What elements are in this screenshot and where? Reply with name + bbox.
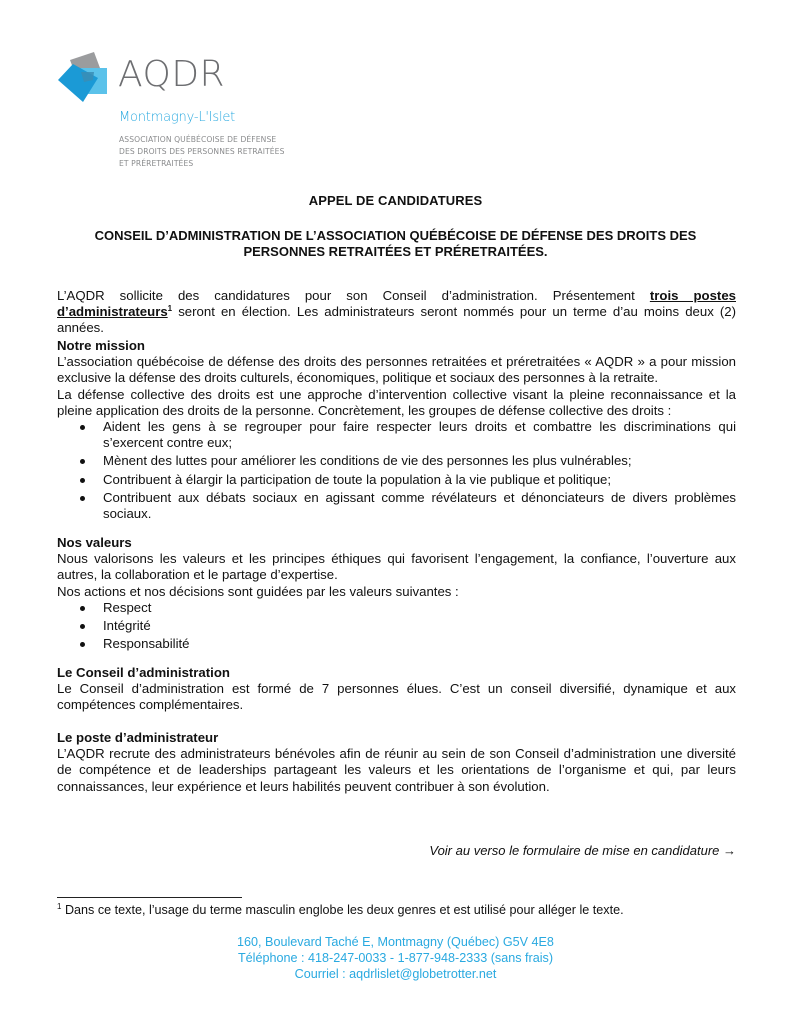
section-poste (57, 730, 736, 795)
subtitle-line: PERSONNES RETRAITÉES ET PRÉRETRAITÉES. (243, 244, 548, 259)
list-item: Respect (103, 600, 736, 616)
intro-emphasis: trois postes d’administrateurs (57, 288, 736, 320)
logo-tagline (119, 134, 285, 170)
mission-paragraph: La défense collective des droits est une approche d’intervention collective visant la pleine reconnaissance et la pleine application des droits de la personne. Concrètement, les groupes de défense collective des droits : (57, 386, 736, 418)
logo-tagline-line: ASSOCIATION QUÉBÉCOISE DE DÉFENSE (119, 135, 277, 144)
subtitle-line: CONSEIL D’ADMINISTRATION DE L’ASSOCIATION QUÉBÉCOISE DE DÉFENSE DES DROITS DES (94, 228, 697, 243)
intro-text-after: seront en élection. Les administrateurs seront nommés pour un terme d’au moins deux (2) années. (57, 304, 736, 336)
list-item: Contribuent à élargir la participation de toute la population à la vie publique et politique; (103, 472, 736, 488)
verso-note: Voir au verso le formulaire de mise en candidature → (429, 843, 736, 858)
footer-phone: Téléphone : 418-247-0033 - 1-877-948-2333 (sans frais) (237, 951, 554, 965)
logo-tagline-line: ET PRÉRETRAITÉES (119, 159, 194, 168)
list-item: Mènent des luttes pour améliorer les conditions de vie des personnes les plus vulnérables; (103, 453, 736, 469)
page-subtitle (60, 228, 731, 260)
aqdr-squares-icon (56, 50, 116, 110)
section-mission (57, 338, 736, 524)
mission-paragraph: L’association québécoise de défense des droits des personnes retraitées et préretraitées « AQDR » a pour mission exclusive la défense des droits culturels, économiques, politique et sociaux des personnes à la retraite. (57, 354, 736, 386)
section-conseil (57, 665, 736, 714)
footnote-number: 1 (57, 902, 62, 911)
valeurs-paragraph: Nous valorisons les valeurs et les principes éthiques qui favorisent l’engagement, la confiance, l’ouverture aux autres, la collaboration et le partage d’expertise. (57, 551, 736, 583)
list-item: Aident les gens à se regrouper pour faire respecter leurs droits et combattre les discriminations qui s’exercent contre eux; (103, 419, 736, 451)
poste-paragraph: L’AQDR recrute des administrateurs bénévoles afin de réunir au sein de son Conseil d’administration une diversité de compétence et de leaderships partageant les valeurs et les orientations de l’organisme et qui, par leurs connaissances, leur expérience et leurs habilités peuvent contribuer à son évolution. (57, 746, 736, 794)
footnote-separator (57, 897, 242, 898)
logo-region: Montmagny-L'Islet (119, 110, 236, 125)
contact-footer (0, 934, 791, 982)
page-title: APPEL DE CANDIDATURES (308, 193, 483, 208)
aqdr-logo (56, 50, 316, 180)
intro-paragraph (57, 288, 736, 337)
list-item: Responsabilité (103, 636, 736, 652)
logo-tagline-line: DES DROITS DES PERSONNES RETRAITÉES (119, 147, 285, 156)
section-heading: Le Conseil d’administration (57, 665, 230, 680)
section-heading: Notre mission (57, 338, 145, 353)
mission-bullet-list (57, 419, 736, 522)
section-heading: Nos valeurs (57, 535, 132, 550)
conseil-paragraph: Le Conseil d’administration est formé de 7 personnes élues. C’est un conseil diversifié, dynamique et aux compétences complémentaires. (57, 681, 736, 713)
section-valeurs (57, 535, 736, 654)
list-item: Contribuent aux débats sociaux en agissant comme révélateurs et dénonciateurs de divers problèmes sociaux. (103, 489, 736, 522)
list-item: Intégrité (103, 618, 736, 634)
section-heading: Le poste d’administrateur (57, 730, 219, 745)
footer-email[interactable]: Courriel : aqdrlislet@globetrotter.net (294, 967, 497, 981)
valeurs-paragraph: Nos actions et nos décisions sont guidées par les valeurs suivantes : (57, 583, 459, 599)
logo-wordmark: AQDR (118, 54, 226, 95)
footnote-reference[interactable]: 1 (167, 304, 173, 314)
intro-text-before: L’AQDR sollicite des candidatures pour son Conseil d’administration. Présentement (57, 288, 650, 303)
footnote-text: Dans ce texte, l’usage du terme masculin englobe les deux genres et est utilisé pour alléger le texte. (61, 903, 624, 917)
footer-address: 160, Boulevard Taché E, Montmagny (Québec) G5V 4E8 (237, 935, 554, 949)
valeurs-bullet-list (57, 600, 736, 653)
footnote (57, 903, 624, 917)
